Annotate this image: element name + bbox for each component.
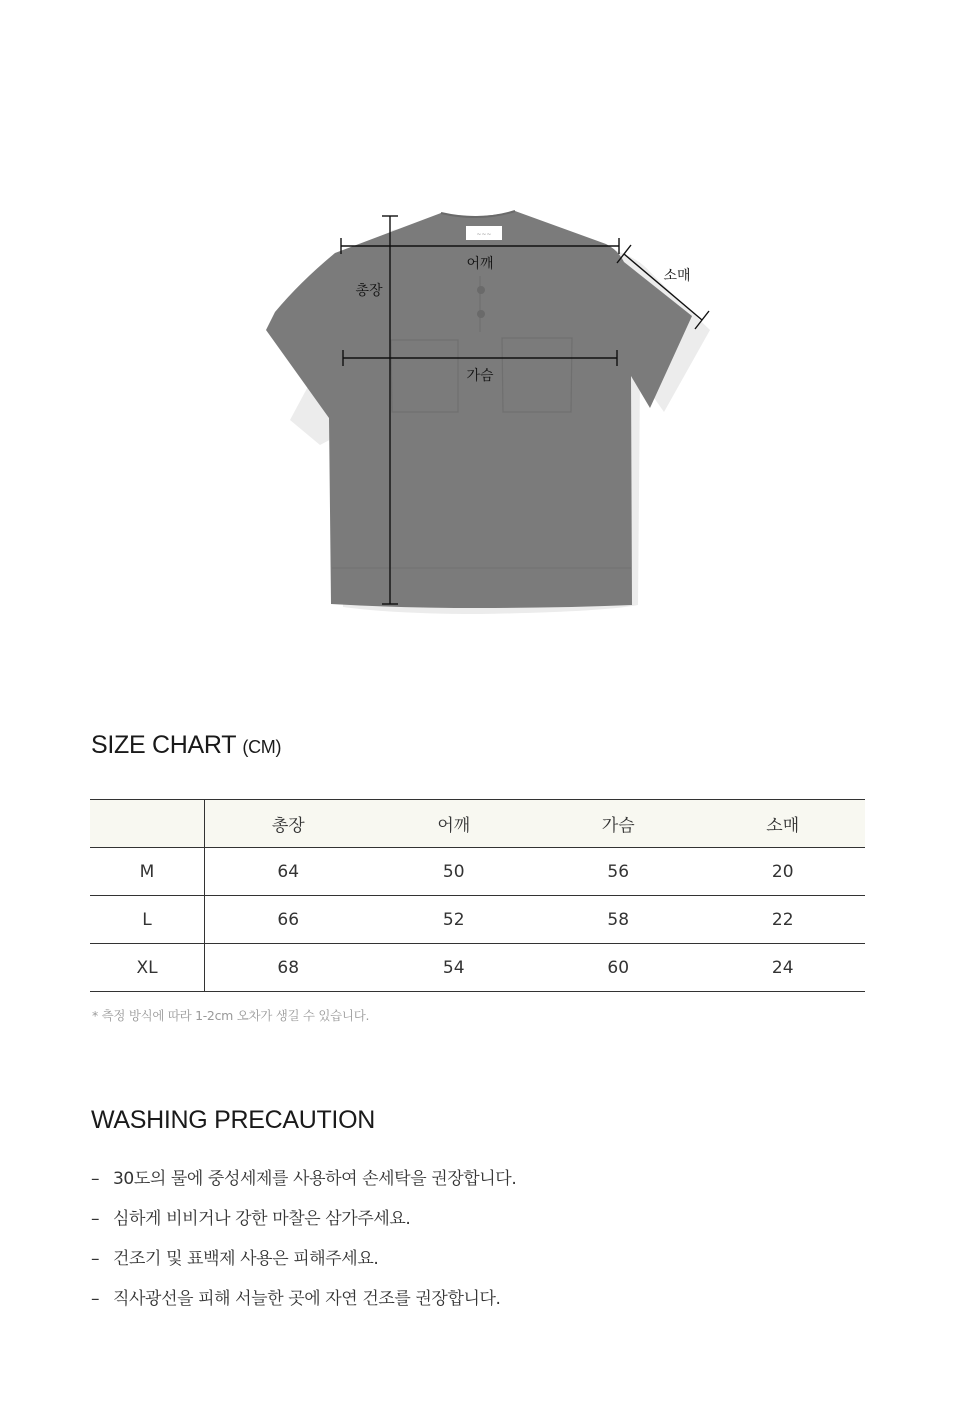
label-length: 총장 — [355, 283, 383, 299]
button-2 — [477, 310, 485, 318]
label-sleeve: 소매 — [663, 268, 691, 284]
washing-list — [91, 1165, 516, 1325]
list-item — [91, 1245, 516, 1285]
table-row — [90, 848, 865, 896]
header-length: 총장 — [205, 800, 372, 848]
size-label: XL — [90, 944, 205, 992]
size-table — [90, 799, 865, 992]
table-row — [90, 944, 865, 992]
button-1 — [477, 286, 485, 294]
list-item — [91, 1165, 516, 1205]
washing-title: WASHING PRECAUTION — [91, 1106, 375, 1134]
size-label: L — [90, 896, 205, 944]
size-chart-title — [91, 731, 281, 760]
table-cell: 58 — [536, 896, 700, 944]
header-shoulder: 어깨 — [372, 800, 536, 848]
table-cell: 52 — [372, 896, 536, 944]
header-sleeve: 소매 — [700, 800, 865, 848]
table-row — [90, 896, 865, 944]
table-cell: 54 — [372, 944, 536, 992]
label-chest: 가슴 — [466, 368, 494, 384]
size-chart-unit: (CM) — [242, 737, 282, 757]
table-cell: 20 — [700, 848, 865, 896]
list-item-text: 30도의 물에 중성세제를 사용하여 손세탁을 권장합니다. — [113, 1169, 517, 1189]
table-cell: 64 — [205, 848, 372, 896]
list-item-text: 직사광선을 피해 서늘한 곳에 자연 건조를 권장합니다. — [113, 1289, 501, 1309]
list-item — [91, 1205, 516, 1245]
garment-figure — [0, 0, 960, 680]
list-item-text: 건조기 및 표백제 사용은 피해주세요. — [113, 1249, 379, 1269]
dash-mark: – — [91, 1209, 100, 1229]
neck-label-mark: ~~~ — [476, 231, 492, 238]
size-chart-title-text: SIZE CHART — [91, 731, 236, 759]
measurement-note: * 측정 방식에 따라 1-2cm 오차가 생길 수 있습니다. — [92, 1008, 370, 1023]
table-cell: 66 — [205, 896, 372, 944]
size-table-header — [90, 800, 865, 848]
table-cell: 22 — [700, 896, 865, 944]
table-cell: 50 — [372, 848, 536, 896]
dash-mark: – — [91, 1169, 100, 1189]
list-item — [91, 1285, 516, 1325]
size-label: M — [90, 848, 205, 896]
table-cell: 68 — [205, 944, 372, 992]
label-shoulder: 어깨 — [466, 256, 494, 272]
header-chest: 가슴 — [536, 800, 700, 848]
header-blank — [90, 800, 205, 848]
dash-mark: – — [91, 1289, 100, 1309]
table-cell: 56 — [536, 848, 700, 896]
list-item-text: 심하게 비비거나 강한 마찰은 삼가주세요. — [113, 1209, 411, 1229]
table-cell: 24 — [700, 944, 865, 992]
table-cell: 60 — [536, 944, 700, 992]
dash-mark: – — [91, 1249, 100, 1269]
